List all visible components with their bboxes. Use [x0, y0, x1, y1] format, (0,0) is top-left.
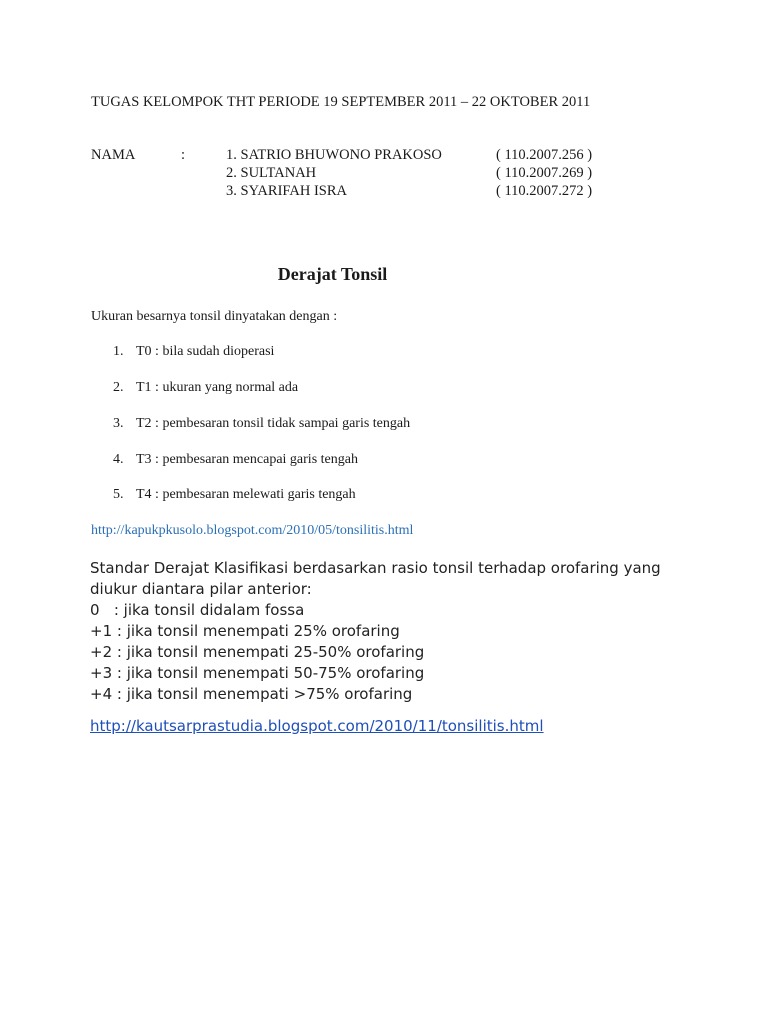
list-item: T2 : pembesaran tonsil tidak sampai garis tengah: [136, 416, 411, 431]
classification-line: +3 : jika tonsil menempati 50-75% orofaring: [90, 664, 425, 682]
classification-line: 0 : jika tonsil didalam fossa: [90, 601, 305, 619]
section-title: Derajat Tonsil: [277, 264, 388, 284]
list-item-number: 2.: [113, 380, 124, 395]
member-id: ( 110.2007.269 ): [496, 165, 593, 181]
list-item: T1 : ukuran yang normal ada: [136, 380, 299, 395]
list-item: T4 : pembesaran melewati garis tengah: [136, 487, 356, 502]
source-link-kapukpkusolo[interactable]: http://kapukpkusolo.blogspot.com/2010/05/tonsilitis.html: [91, 523, 414, 538]
list-item-number: 3.: [113, 416, 124, 431]
classification-line: +1 : jika tonsil menempati 25% orofaring: [90, 622, 400, 640]
list-item: T0 : bila sudah dioperasi: [136, 344, 275, 359]
classification-line: Standar Derajat Klasifikasi berdasarkan rasio tonsil terhadap orofaring yang: [90, 559, 661, 577]
section-intro: Ukuran besarnya tonsil dinyatakan dengan :: [91, 309, 338, 324]
classification-line: diukur diantara pilar anterior:: [90, 580, 312, 598]
list-item-number: 4.: [113, 452, 124, 467]
list-item-number: 5.: [113, 487, 124, 502]
document-header: TUGAS KELOMPOK THT PERIODE 19 SEPTEMBER 2011 – 22 OKTOBER 2011: [91, 94, 591, 110]
source-link-kautsarprastudia[interactable]: http://kautsarprastudia.blogspot.com/2010/11/tonsilitis.html: [90, 717, 544, 735]
list-item: T3 : pembesaran mencapai garis tengah: [136, 452, 358, 467]
member-name: 2. SULTANAH: [226, 165, 317, 181]
member-name: 3. SYARIFAH ISRA: [226, 183, 347, 199]
classification-line: +2 : jika tonsil menempati 25-50% orofaring: [90, 643, 425, 661]
member-id: ( 110.2007.272 ): [496, 183, 593, 199]
nama-colon: :: [181, 147, 186, 163]
member-id: ( 110.2007.256 ): [496, 147, 593, 163]
classification-line: +4 : jika tonsil menempati >75% orofaring: [90, 685, 413, 703]
member-name: 1. SATRIO BHUWONO PRAKOSO: [226, 147, 442, 163]
list-item-number: 1.: [113, 344, 124, 359]
nama-label: NAMA: [91, 147, 136, 163]
